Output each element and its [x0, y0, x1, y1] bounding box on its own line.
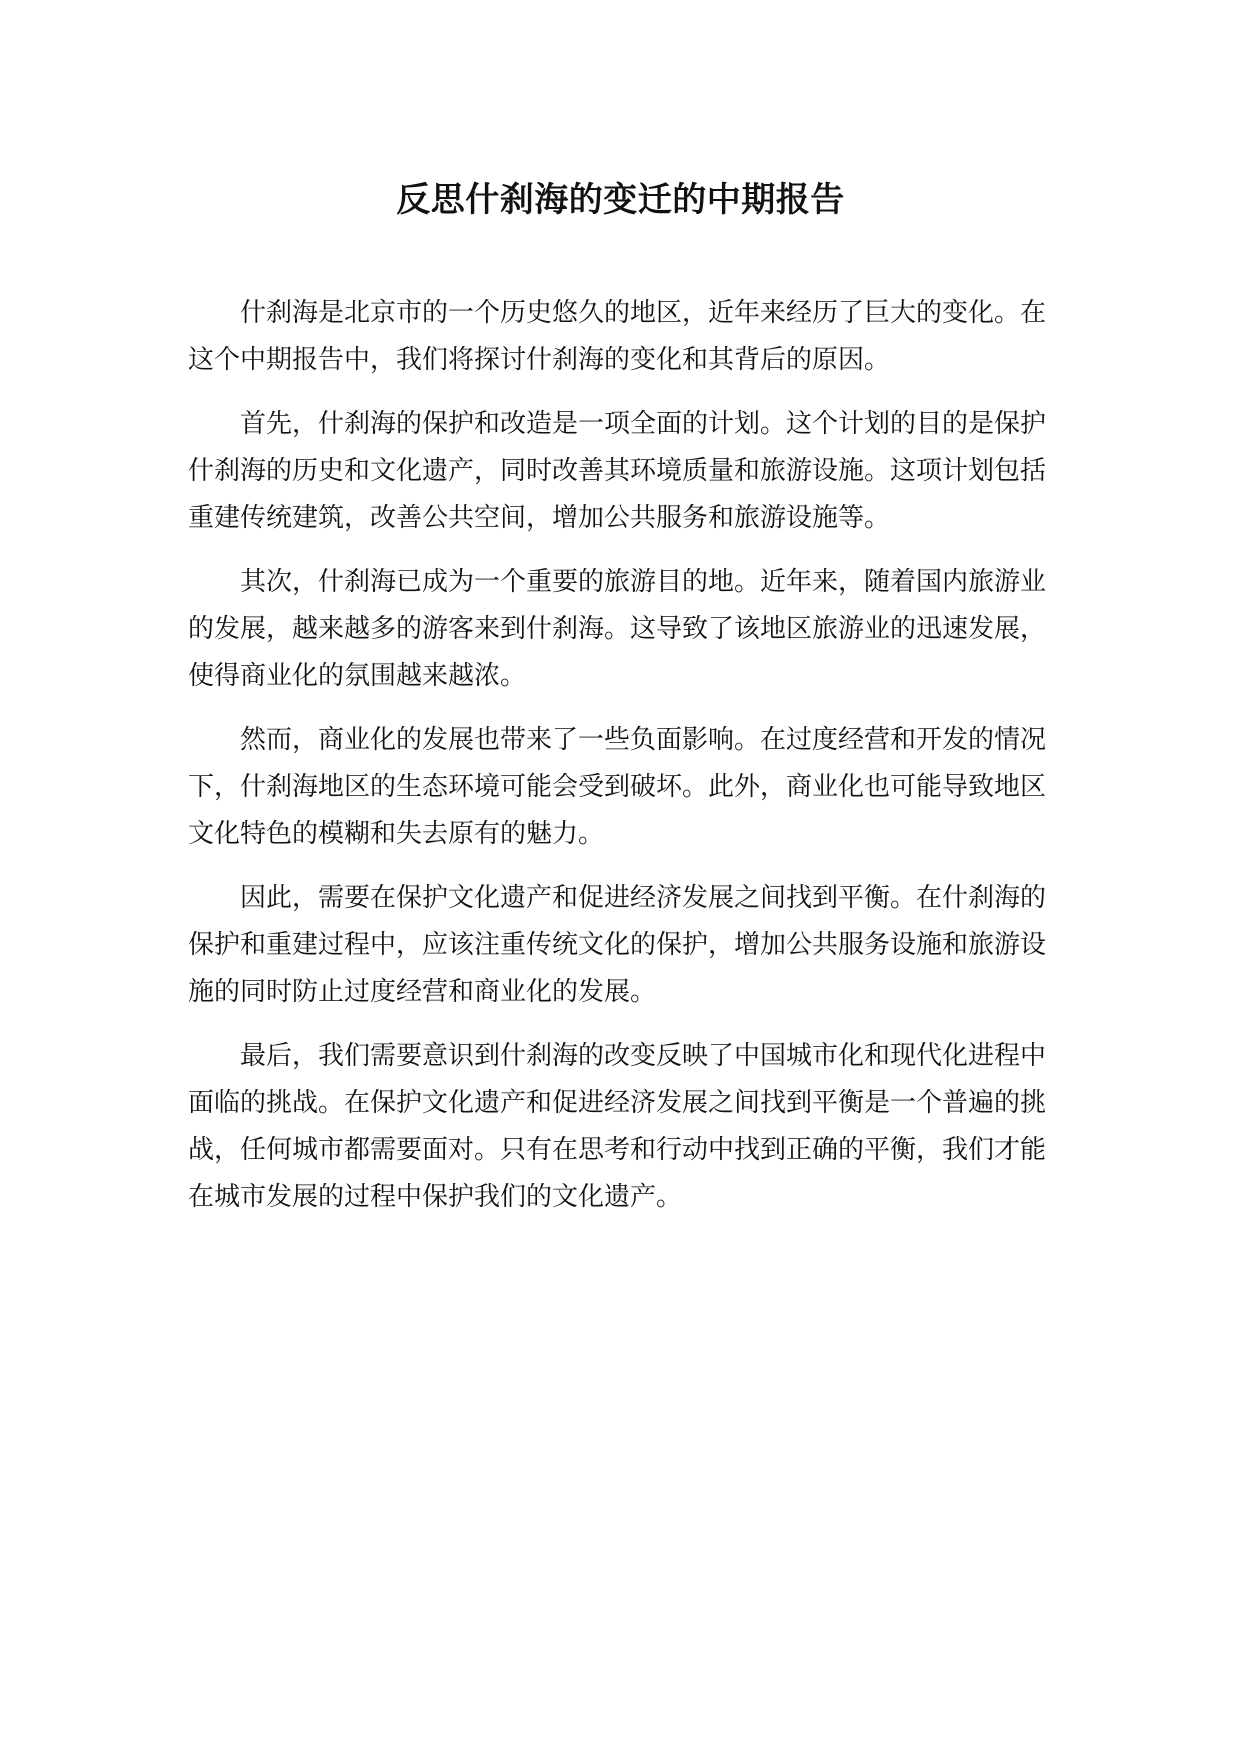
paragraph-1: 什刹海是北京市的一个历史悠久的地区，近年来经历了巨大的变化。在这个中期报告中，我们将探讨什刹海的变化和其背后的原因。	[188, 298, 1047, 375]
document-title: 反思什刹海的变迁的中期报告	[396, 180, 845, 220]
paragraph-6: 最后，我们需要意识到什刹海的改变反映了中国城市化和现代化进程中面临的挑战。在保护文化遗产和促进经济发展之间找到平衡是一个普遍的挑战，任何城市都需要面对。只有在思考和行动中找到正确的平衡，我们才能在城市发展的过程中保护我们的文化遗产。	[188, 1041, 1047, 1212]
paragraph-2: 首先，什刹海的保护和改造是一项全面的计划。这个计划的目的是保护什刹海的历史和文化遗产，同时改善其环境质量和旅游设施。这项计划包括重建传统建筑，改善公共空间，增加公共服务和旅游设施等。	[188, 409, 1047, 533]
paragraph-5: 因此，需要在保护文化遗产和促进经济发展之间找到平衡。在什刹海的保护和重建过程中，应该注重传统文化的保护，增加公共服务设施和旅游设施的同时防止过度经营和商业化的发展。	[188, 883, 1047, 1007]
document-body	[188, 290, 1068, 1238]
paragraph-4: 然而，商业化的发展也带来了一些负面影响。在过度经营和开发的情况下，什刹海地区的生态环境可能会受到破坏。此外，商业化也可能导致地区文化特色的模糊和失去原有的魅力。	[188, 725, 1047, 849]
paragraph-3: 其次，什刹海已成为一个重要的旅游目的地。近年来，随着国内旅游业的发展，越来越多的游客来到什刹海。这导致了该地区旅游业的迅速发展，使得商业化的氛围越来越浓。	[188, 567, 1047, 691]
